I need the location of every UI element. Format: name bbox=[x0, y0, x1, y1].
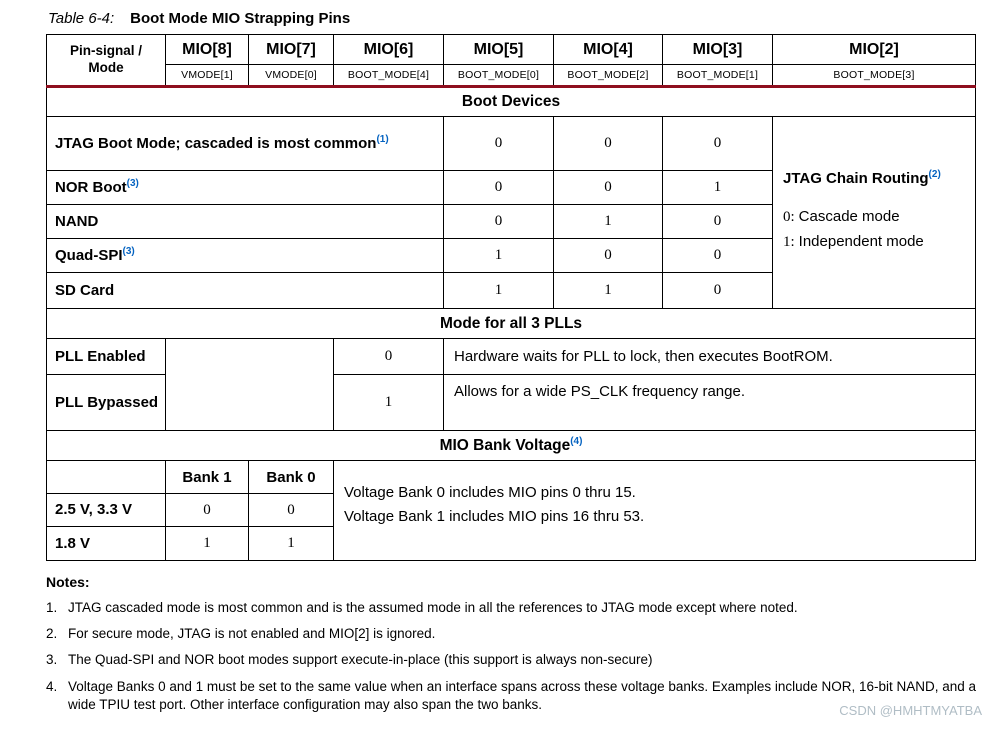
value-cell: 0 bbox=[663, 117, 773, 171]
note-text: For secure mode, JTAG is not enabled and MIO[2] is ignored. bbox=[68, 626, 436, 642]
footnote-ref: (3) bbox=[122, 245, 135, 257]
value-cell: 1 bbox=[444, 239, 554, 273]
jtag-chain-routing-title bbox=[783, 170, 969, 187]
header-bootmode4: BOOT_MODE[4] bbox=[334, 65, 444, 87]
routing-option-independent bbox=[783, 230, 969, 255]
footnote-ref: (4) bbox=[570, 435, 583, 447]
table-row bbox=[47, 339, 976, 375]
pll-label-bypassed: PLL Bypassed bbox=[47, 375, 166, 431]
note-text: The Quad-SPI and NOR boot modes support execute-in-place (this support is always non-secure) bbox=[68, 652, 653, 668]
value-cell: 0 bbox=[663, 239, 773, 273]
voltage-description-line1: Voltage Bank 0 includes MIO pins 0 thru 15. bbox=[344, 484, 636, 501]
option-text: Cascade mode bbox=[798, 208, 900, 226]
footnote-ref: (2) bbox=[928, 169, 941, 181]
header-mio8: MIO[8] bbox=[166, 35, 249, 65]
note-number: 4. bbox=[46, 678, 58, 694]
value-cell: 0 bbox=[663, 205, 773, 239]
value-cell: 0 bbox=[249, 494, 334, 527]
value-cell: 0 bbox=[663, 273, 773, 309]
header-bootmode2: BOOT_MODE[2] bbox=[554, 65, 663, 87]
routing-option-cascade bbox=[783, 205, 969, 230]
option-value: 1: bbox=[783, 234, 795, 250]
section-title-text: MIO Bank Voltage bbox=[439, 436, 571, 454]
value-cell: 0 bbox=[554, 239, 663, 273]
device-label-text: NOR Boot bbox=[55, 178, 127, 196]
voltage-label-2v5-3v3: 2.5 V, 3.3 V bbox=[47, 494, 166, 527]
value-cell: 0 bbox=[334, 339, 444, 375]
footnote-ref: (1) bbox=[376, 133, 389, 145]
header-mio6: MIO[6] bbox=[334, 35, 444, 65]
table-number: Table 6-4: bbox=[48, 10, 115, 27]
note-item-1 bbox=[46, 599, 978, 617]
device-label-nor bbox=[47, 171, 444, 205]
note-text: Voltage Banks 0 and 1 must be set to the same value when an interface spans across these voltage banks. Examples include NOR, 16-bit NAND, and a wide TPIU test port. Other interface configuration may also span the two banks. bbox=[68, 678, 977, 712]
boot-mode-table bbox=[46, 34, 976, 561]
empty-cell bbox=[166, 339, 334, 431]
value-cell: 0 bbox=[444, 205, 554, 239]
note-item-4 bbox=[46, 678, 978, 714]
section-boot-devices: Boot Devices bbox=[47, 87, 976, 117]
device-label-text: JTAG Boot Mode; cascaded is most common bbox=[55, 134, 377, 152]
header-mio2: MIO[2] bbox=[773, 35, 976, 65]
device-label-sd-card bbox=[47, 273, 444, 309]
pll-description-bypassed: Allows for a wide PS_CLK frequency range. bbox=[444, 375, 976, 431]
value-cell: 0 bbox=[444, 171, 554, 205]
header-pin-signal-mode: Pin-signal / Mode bbox=[47, 35, 166, 87]
value-cell: 1 bbox=[554, 273, 663, 309]
option-value: 0: bbox=[783, 209, 795, 226]
routing-title-text: JTAG Chain Routing bbox=[783, 170, 929, 188]
header-mio3: MIO[3] bbox=[663, 35, 773, 65]
note-item-3 bbox=[46, 651, 978, 669]
device-label-nand bbox=[47, 205, 444, 239]
notes-section bbox=[46, 573, 978, 714]
table-row bbox=[47, 461, 976, 494]
header-vmode0: VMODE[0] bbox=[249, 65, 334, 87]
header-vmode1: VMODE[1] bbox=[166, 65, 249, 87]
value-cell: 1 bbox=[554, 205, 663, 239]
note-text: JTAG cascaded mode is most common and is the assumed mode in all the references to JTAG mode except where noted. bbox=[68, 599, 798, 615]
page-title: Boot Mode MIO Strapping Pins bbox=[130, 10, 351, 27]
section-pll-modes: Mode for all 3 PLLs bbox=[47, 309, 976, 339]
value-cell: 0 bbox=[166, 494, 249, 527]
empty-cell bbox=[47, 461, 166, 494]
table-row bbox=[47, 117, 976, 171]
value-cell: 0 bbox=[444, 117, 554, 171]
note-number: 1. bbox=[46, 599, 58, 615]
section-mio-bank-voltage bbox=[47, 431, 976, 461]
footnote-ref: (3) bbox=[126, 177, 139, 189]
device-label-text: SD Card bbox=[55, 281, 115, 299]
voltage-label-1v8: 1.8 V bbox=[47, 527, 166, 561]
note-item-2 bbox=[46, 625, 978, 643]
header-bootmode0: BOOT_MODE[0] bbox=[444, 65, 554, 87]
header-bank1: Bank 1 bbox=[166, 461, 249, 494]
device-label-text: Quad-SPI bbox=[55, 246, 123, 264]
value-cell: 1 bbox=[663, 171, 773, 205]
notes-heading: Notes: bbox=[46, 574, 90, 590]
device-label-jtag bbox=[47, 117, 444, 171]
watermark: CSDN @HMHTMYATBA bbox=[839, 703, 982, 718]
header-mio7: MIO[7] bbox=[249, 35, 334, 65]
header-bootmode3: BOOT_MODE[3] bbox=[773, 65, 976, 87]
header-bank0: Bank 0 bbox=[249, 461, 334, 494]
note-number: 2. bbox=[46, 626, 58, 642]
value-cell: 1 bbox=[444, 273, 554, 309]
voltage-description-line2: Voltage Bank 1 includes MIO pins 16 thru 53. bbox=[344, 508, 645, 525]
option-text: Independent mode bbox=[798, 233, 924, 250]
pll-description-enabled: Hardware waits for PLL to lock, then executes BootROM. bbox=[444, 339, 976, 375]
value-cell: 0 bbox=[554, 117, 663, 171]
value-cell: 0 bbox=[554, 171, 663, 205]
table-caption bbox=[48, 10, 996, 27]
value-cell: 1 bbox=[166, 527, 249, 561]
value-cell: 1 bbox=[334, 375, 444, 431]
note-number: 3. bbox=[46, 652, 58, 668]
jtag-chain-routing-cell bbox=[773, 117, 976, 309]
header-mio5: MIO[5] bbox=[444, 35, 554, 65]
device-label-quad-spi bbox=[47, 239, 444, 273]
device-label-text: NAND bbox=[55, 212, 99, 230]
header-mio4: MIO[4] bbox=[554, 35, 663, 65]
header-bootmode1: BOOT_MODE[1] bbox=[663, 65, 773, 87]
voltage-bank-description bbox=[334, 461, 976, 561]
pll-label-enabled: PLL Enabled bbox=[47, 339, 166, 375]
value-cell: 1 bbox=[249, 527, 334, 561]
